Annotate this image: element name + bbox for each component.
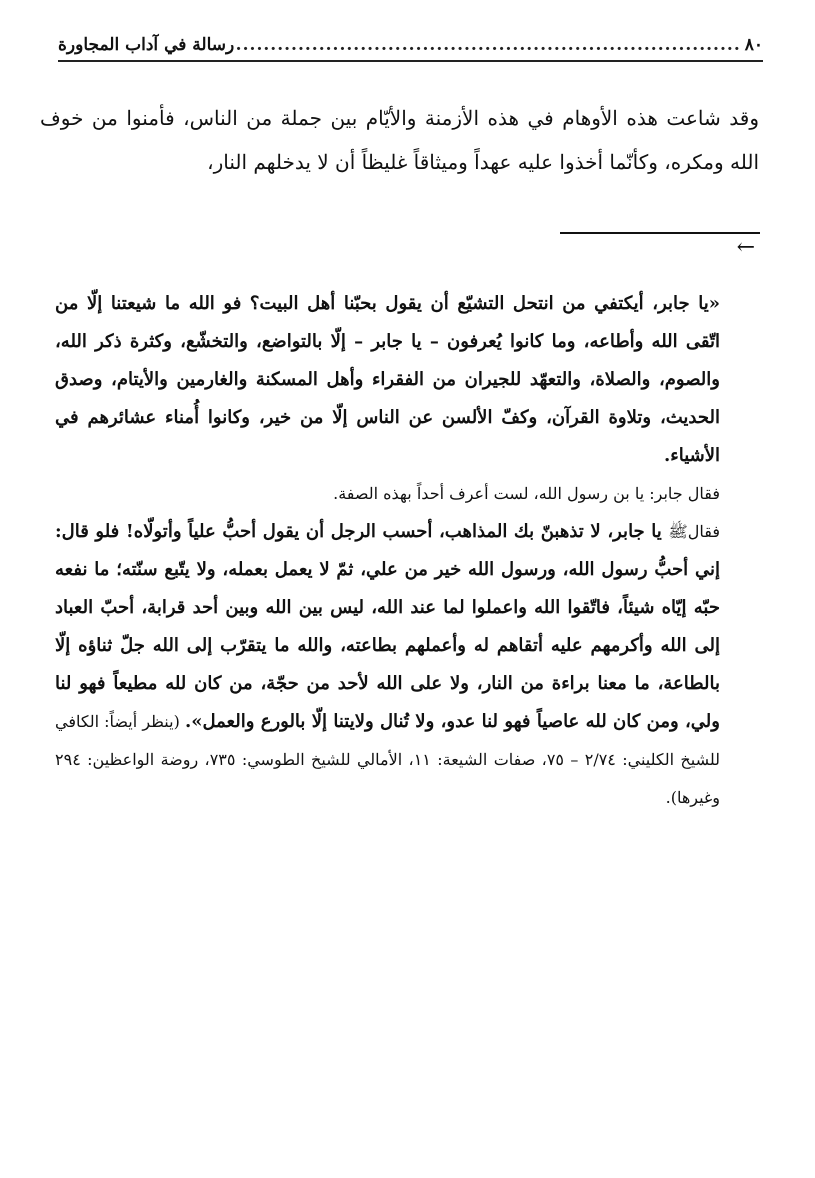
footnote-para3-prefix: فقال: [687, 522, 720, 541]
footnote-paragraph-2: فقال جابر: يا بن رسول الله، لست أعرف أحداً بهذه الصفة.: [333, 484, 720, 503]
page-number: ٨٠: [744, 35, 763, 55]
main-text: [40, 96, 759, 184]
honorific-glyph: ﷺ: [668, 522, 688, 541]
footnote-block: [55, 285, 720, 817]
footnote-para3-quote: يا جابر، لا تذهبنّ بك المذاهب، أحسب الرجل أن يقول أحبُّ علياً وأتولّاه! فلو قال: إني أحبُّ رسول الله، ورسول الله خير من علي، ثمّ لا يعمل بعمله، ولا يتّبع سنّته؛ ما نفعه حبّه إيّاه شيئاً، فاتّقوا الله واعملوا لما عند الله، ليس بين الله وبين أحد قرابة، أحبّ العباد إلى الله وأكرمهم عليه أتقاهم له وأعملهم بطاعته، والله ما يتقرّب إلى الله جلّ ثناؤه إلّا بالطاعة، ما معنا براءة من النار، ولا على الله لأحد من حجّة، من كان لله مطيعاً فهو لنا ولي، ومن كان لله عاصياً فهو لنا عدو، ولا تُنال ولايتنا إلّا بالورع والعمل».: [55, 521, 720, 732]
footnote-paragraph-1: «يا جابر، أيكتفي من انتحل التشيّع أن يقول بحبّنا أهل البيت؟ فو الله ما شيعتنا إلّا من اتّقى الله وأطاعه، وما كانوا يُعرفون – يا جابر – إلّا بالتواضع، والتخشّع، وكثرة ذكر الله، والصوم، والصلاة، والتعهّد للجيران من الفقراء وأهل المسكنة والغارمين والأيتام، وصدق الحديث، وتلاوة القرآن، وكفّ الألسن عن الناس إلّا من خير، وكانوا أُمناء عشائرهم في الأشياء.: [55, 293, 720, 466]
continuation-arrow-icon: ←: [736, 235, 755, 260]
running-header: [58, 30, 763, 62]
footnote-paragraph-3: [55, 513, 720, 817]
main-paragraph: وقد شاعت هذه الأوهام في هذه الأزمنة والأيّام بين جملة من الناس، فأمنوا من خوف الله ومكره، وكأنّما أخذوا عليه عهداً وميثاقاً غليظاً أن لا يدخلهم النار،: [40, 106, 759, 174]
footnote-separator: [560, 232, 760, 234]
footnote-citation: (ينظر أيضاً: الكافي للشيخ الكليني: ٢/٧٤ – ٧٥، صفات الشيعة: ١١، الأمالي للشيخ الطوسي: ٧٣٥، روضة الواعظين: ٢٩٤ وغيرها).: [55, 712, 721, 807]
header-leader-dots: [234, 35, 741, 55]
header-title: رسالة في آداب المجاورة: [58, 35, 235, 55]
